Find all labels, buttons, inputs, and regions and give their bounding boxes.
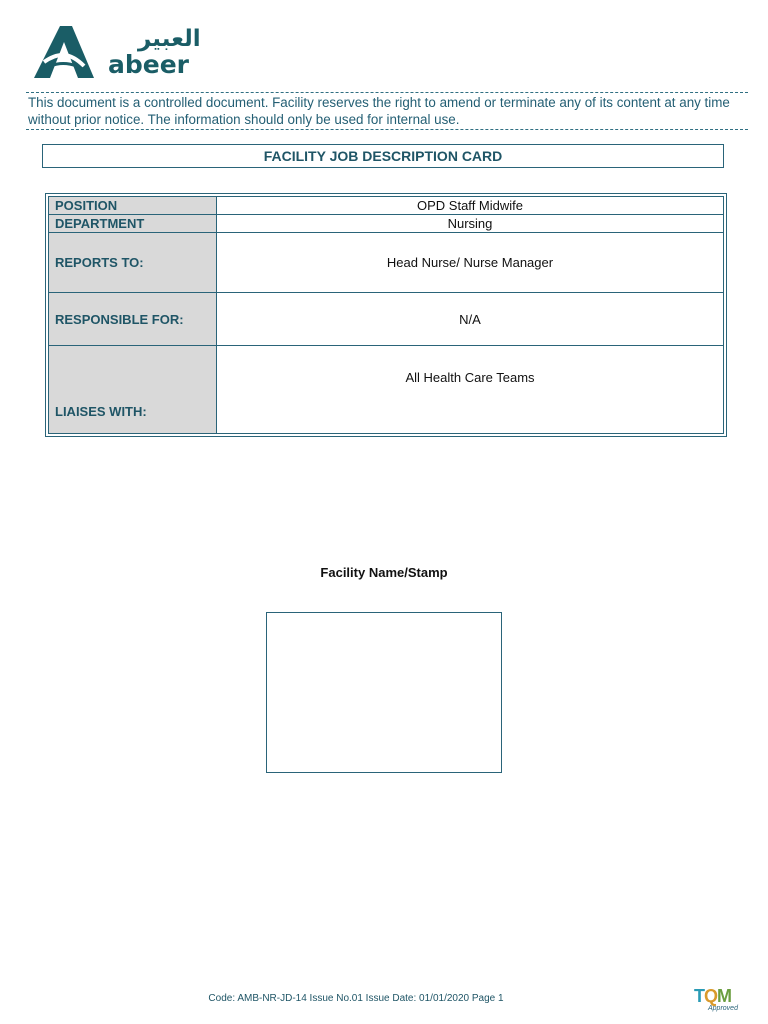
controlled-document-notice: This document is a controlled document. Facility reserves the right to amend or terminate any of its content at any time without prior notice. The information should only be used for internal use. xyxy=(26,92,748,130)
footer-code: Code: AMB-NR-JD-14 Issue No.01 Issue Date: 01/01/2020 Page 1 xyxy=(208,993,504,1004)
company-logo xyxy=(30,22,201,82)
row-value: Head Nurse/ Nurse Manager xyxy=(217,233,724,293)
card-title: FACILITY JOB DESCRIPTION CARD xyxy=(42,144,724,168)
row-label: REPORTS TO: xyxy=(49,233,217,293)
row-value: N/A xyxy=(217,293,724,346)
row-value: Nursing xyxy=(217,215,724,233)
tqm-letter-m: M xyxy=(717,986,732,1006)
table-row xyxy=(49,197,724,215)
row-value: All Health Care Teams xyxy=(217,346,724,434)
row-label: LIAISES WITH: xyxy=(49,346,217,434)
tqm-approved-text: Approved xyxy=(708,1005,738,1012)
stamp-box xyxy=(266,612,502,773)
table-row xyxy=(49,215,724,233)
row-label: DEPARTMENT xyxy=(49,215,217,233)
tqm-letter-t: T xyxy=(694,986,705,1006)
stamp-label: Facility Name/Stamp xyxy=(320,565,448,580)
table-row xyxy=(49,346,724,434)
table-row xyxy=(49,293,724,346)
abeer-logo-mark-icon xyxy=(30,22,96,80)
row-value: OPD Staff Midwife xyxy=(217,197,724,215)
tqm-approved-logo xyxy=(692,984,746,1016)
job-info-table xyxy=(45,193,727,437)
row-label: POSITION xyxy=(49,197,217,215)
logo-arabic-text: العبير xyxy=(138,26,201,52)
table-row xyxy=(49,233,724,293)
logo-english-text: abeer xyxy=(108,50,190,79)
tqm-letter-q: Q xyxy=(704,986,719,1006)
row-label: RESPONSIBLE FOR: xyxy=(49,293,217,346)
